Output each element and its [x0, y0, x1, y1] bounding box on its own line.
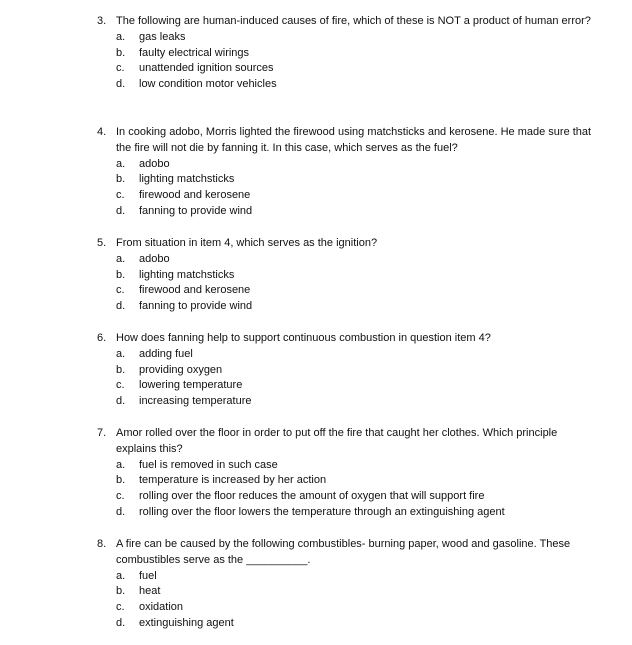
option-list — [97, 458, 597, 521]
question-number: 8. — [97, 538, 107, 550]
option-text: faulty electrical wirings — [139, 46, 250, 59]
option-c — [97, 283, 597, 299]
option-letter: c. — [116, 189, 125, 202]
question-text: The following are human-induced causes of fire, which of these is NOT a product of human error? — [116, 15, 591, 27]
question-text: Amor rolled over the floor in order to put off the fire that caught her clothes. Which principle explains this? — [116, 427, 558, 455]
option-text: oxidation — [139, 601, 184, 614]
question-4 — [97, 125, 597, 220]
question-text: How does fanning help to support continuous combustion in question item 4? — [116, 332, 491, 344]
option-text: extinguishing agent — [139, 616, 234, 629]
option-b — [97, 46, 597, 62]
option-letter: b. — [116, 363, 126, 376]
option-text: rolling over the floor reduces the amount of oxygen that will support fire — [139, 490, 485, 503]
option-text: firewood and kerosene — [139, 284, 251, 297]
option-c — [97, 489, 597, 505]
option-list — [97, 347, 597, 410]
question-number: 3. — [97, 15, 107, 27]
option-text: fanning to provide wind — [139, 300, 253, 313]
option-letter: b. — [116, 46, 126, 59]
option-list — [97, 157, 597, 220]
option-letter: a. — [116, 347, 126, 360]
question-5 — [97, 236, 597, 315]
option-d — [97, 394, 597, 410]
option-letter: a. — [116, 569, 126, 582]
question-text: A fire can be caused by the following combustibles- burning paper, wood and gasoline. These combustibles serve as the __________. — [116, 538, 571, 566]
option-a — [97, 347, 597, 363]
option-a — [97, 569, 597, 585]
option-text: heat — [139, 585, 161, 598]
option-d — [97, 505, 597, 521]
option-c — [97, 378, 597, 394]
option-letter: b. — [116, 173, 126, 186]
option-a — [97, 157, 597, 173]
option-letter: c. — [116, 601, 125, 614]
option-b — [97, 473, 597, 489]
option-text: rolling over the floor lowers the temperature through an extinguishing agent — [139, 505, 505, 518]
option-text: providing oxygen — [139, 363, 223, 376]
option-letter: d. — [116, 78, 126, 91]
option-c — [97, 188, 597, 204]
option-text: adobo — [139, 252, 170, 265]
question-number: 4. — [97, 126, 107, 138]
question-number: 6. — [97, 332, 107, 344]
option-letter: d. — [116, 395, 126, 408]
option-letter: d. — [116, 505, 126, 518]
option-a — [97, 458, 597, 474]
option-a — [97, 252, 597, 268]
option-text: unattended ignition sources — [139, 62, 274, 75]
option-letter: d. — [116, 300, 126, 313]
question-8 — [97, 537, 597, 632]
option-c — [97, 61, 597, 77]
option-letter: c. — [116, 490, 125, 503]
option-list — [97, 569, 597, 632]
option-text: lowering temperature — [139, 379, 243, 392]
option-text: adobo — [139, 157, 170, 170]
option-text: low condition motor vehicles — [139, 78, 277, 91]
option-letter: d. — [116, 616, 126, 629]
option-d — [97, 204, 597, 220]
option-letter: c. — [116, 284, 125, 297]
option-text: firewood and kerosene — [139, 189, 251, 202]
option-text: fuel — [139, 569, 157, 582]
option-letter: a. — [116, 157, 126, 170]
option-list — [97, 30, 597, 93]
option-list — [97, 252, 597, 315]
option-d — [97, 616, 597, 632]
option-text: fanning to provide wind — [139, 204, 253, 217]
option-text: temperature is increased by her action — [139, 474, 327, 487]
option-text: lighting matchsticks — [139, 268, 235, 281]
option-letter: d. — [116, 204, 126, 217]
question-7 — [97, 426, 597, 521]
option-letter: c. — [116, 379, 125, 392]
question-6 — [97, 331, 597, 410]
option-letter: b. — [116, 585, 126, 598]
option-a — [97, 30, 597, 46]
option-d — [97, 77, 597, 93]
option-b — [97, 363, 597, 379]
question-number: 5. — [97, 237, 107, 249]
option-d — [97, 299, 597, 315]
question-text: From situation in item 4, which serves as the ignition? — [116, 237, 378, 249]
option-text: lighting matchsticks — [139, 173, 235, 186]
option-letter: a. — [116, 252, 126, 265]
question-text: In cooking adobo, Morris lighted the firewood using matchsticks and kerosene. He made sure that the fire will not die by fanning it. In this case, which serves as the fuel? — [116, 126, 592, 154]
option-text: fuel is removed in such case — [139, 458, 278, 471]
option-text: increasing temperature — [139, 395, 252, 408]
option-letter: b. — [116, 474, 126, 487]
option-c — [97, 600, 597, 616]
option-letter: a. — [116, 30, 126, 43]
option-text: gas leaks — [139, 30, 186, 43]
option-b — [97, 584, 597, 600]
option-text: adding fuel — [139, 347, 193, 360]
option-letter: a. — [116, 458, 126, 471]
question-number: 7. — [97, 427, 107, 439]
option-letter: c. — [116, 62, 125, 75]
option-b — [97, 172, 597, 188]
option-b — [97, 268, 597, 284]
option-letter: b. — [116, 268, 126, 281]
question-3 — [97, 14, 597, 93]
